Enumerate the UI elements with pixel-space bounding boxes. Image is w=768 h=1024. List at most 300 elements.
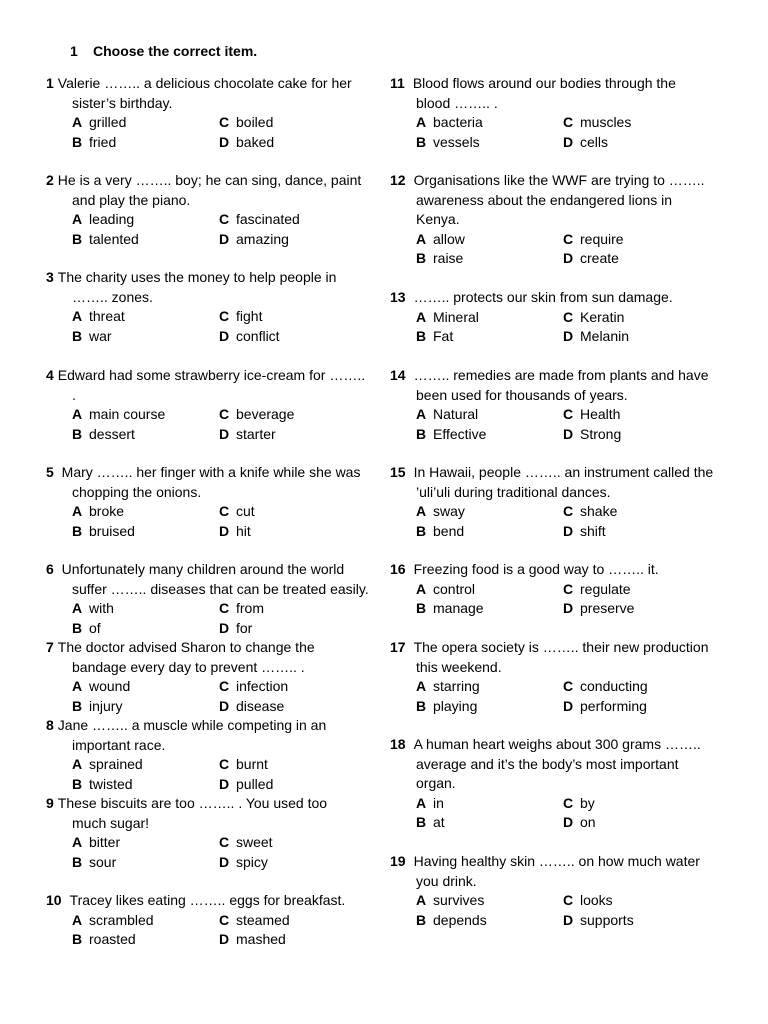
option-text: on	[580, 814, 596, 830]
option-a[interactable]	[416, 677, 480, 697]
option-a[interactable]	[416, 405, 478, 425]
question-text-continued	[390, 210, 730, 230]
option-b[interactable]	[72, 775, 133, 795]
option-text: require	[580, 230, 624, 247]
option-b[interactable]	[416, 697, 477, 717]
option-text: beverage	[236, 406, 295, 422]
option-letter: B	[416, 522, 427, 539]
option-text: in	[433, 794, 444, 811]
answer-options	[46, 677, 386, 717]
question-text-continued	[46, 814, 386, 834]
option-letter: D	[563, 250, 574, 266]
question-text	[46, 463, 386, 483]
option-text: conflict	[236, 327, 280, 344]
option-d[interactable]	[563, 133, 608, 153]
question-9	[46, 794, 386, 873]
option-text: roasted	[89, 931, 136, 947]
option-a[interactable]	[72, 911, 154, 931]
question-line-text: Mary …….. her finger with a knife while she was	[57, 464, 361, 480]
option-text: sprained	[89, 756, 143, 772]
option-text: conducting	[580, 678, 648, 694]
question-line-text: organ.	[416, 775, 456, 791]
question-text	[390, 288, 730, 308]
question-line-text: chopping the onions.	[72, 483, 202, 500]
question-number: 8	[46, 717, 54, 733]
option-letter: D	[563, 697, 574, 714]
question-text	[390, 74, 730, 94]
option-b[interactable]	[72, 327, 112, 347]
option-text: create	[580, 250, 619, 266]
option-letter: A	[72, 503, 83, 519]
option-letter: A	[72, 834, 83, 850]
option-letter: C	[563, 794, 574, 811]
option-d[interactable]	[219, 853, 268, 873]
option-letter: D	[219, 230, 230, 247]
option-text: vessels	[433, 133, 480, 150]
option-d[interactable]	[219, 619, 252, 639]
question-15	[390, 463, 730, 542]
option-letter: B	[416, 600, 427, 616]
option-text: bruised	[89, 522, 135, 539]
option-text: Mineral	[433, 308, 479, 325]
option-c[interactable]	[219, 307, 262, 327]
option-letter: D	[219, 853, 230, 870]
option-c[interactable]	[563, 405, 620, 425]
option-text: preserve	[580, 600, 635, 616]
question-text-continued	[46, 94, 386, 114]
question-6	[46, 560, 386, 639]
question-number: 6	[46, 561, 54, 577]
option-letter: C	[219, 406, 230, 422]
question-text	[46, 891, 386, 911]
option-letter: A	[416, 230, 427, 247]
option-letter: C	[563, 678, 574, 694]
answer-options	[390, 794, 730, 834]
option-a[interactable]	[416, 230, 465, 250]
option-text: bitter	[89, 834, 121, 850]
question-number: 1	[46, 75, 54, 91]
question-line-text: The doctor advised Sharon to change the	[57, 639, 315, 655]
answer-options	[390, 405, 730, 445]
option-text: spicy	[236, 853, 268, 870]
question-line-text: Blood flows around our bodies through the	[412, 75, 676, 91]
option-letter: A	[72, 114, 83, 130]
option-a[interactable]	[72, 405, 165, 425]
option-letter: D	[563, 814, 574, 830]
option-text: injury	[89, 697, 123, 714]
option-b[interactable]	[416, 249, 463, 269]
option-c[interactable]	[219, 210, 300, 230]
question-line-text: blood …….. .	[416, 94, 498, 111]
question-number: 2	[46, 172, 54, 188]
option-letter: D	[563, 425, 574, 442]
option-c[interactable]	[219, 113, 273, 133]
option-letter: C	[563, 580, 574, 597]
option-b[interactable]	[72, 230, 139, 250]
option-b[interactable]	[416, 911, 487, 931]
answer-options	[46, 755, 386, 795]
question-line-text: this weekend.	[416, 658, 502, 675]
option-text: disease	[236, 697, 285, 714]
question-line-text: A human heart weighs about 300 grams ……..	[413, 736, 701, 752]
question-text-continued	[390, 872, 730, 892]
option-text: sour	[89, 853, 117, 870]
question-line-text: suffer …….. diseases that can be treated easily.	[72, 580, 369, 597]
option-text: grilled	[89, 114, 127, 130]
option-letter: D	[219, 619, 230, 636]
option-text: depends	[433, 911, 487, 928]
option-text: shift	[580, 522, 606, 539]
option-c[interactable]	[219, 755, 268, 775]
option-letter: D	[563, 522, 574, 539]
option-b[interactable]	[72, 697, 122, 717]
option-text: wound	[89, 678, 131, 694]
option-letter: A	[416, 406, 427, 422]
option-a[interactable]	[416, 891, 484, 911]
question-line-text: …….. remedies are made from plants and have	[413, 367, 709, 383]
exercise-heading	[70, 42, 257, 62]
question-text-continued	[46, 483, 386, 503]
option-text: baked	[236, 133, 275, 150]
option-text: main course	[89, 406, 166, 422]
option-text: talented	[89, 230, 139, 247]
option-a[interactable]	[416, 308, 479, 328]
option-c[interactable]	[563, 677, 648, 697]
option-a[interactable]	[72, 677, 130, 697]
option-letter: D	[219, 327, 230, 344]
option-text: allow	[433, 230, 465, 247]
option-letter: B	[72, 853, 83, 870]
option-c[interactable]	[219, 911, 290, 931]
option-text: manage	[433, 600, 484, 616]
option-letter: C	[219, 911, 230, 928]
question-7	[46, 638, 386, 717]
option-c[interactable]	[219, 599, 264, 619]
option-letter: B	[72, 697, 83, 714]
answer-options	[46, 405, 386, 445]
option-d[interactable]	[563, 249, 619, 269]
option-d[interactable]	[563, 697, 647, 717]
option-letter: B	[72, 931, 83, 947]
option-text: looks	[580, 892, 613, 908]
option-a[interactable]	[416, 113, 483, 133]
option-c[interactable]	[219, 502, 255, 522]
question-line-text: average and it’s the body’s most important	[416, 755, 679, 772]
question-text-continued	[46, 288, 386, 308]
option-d[interactable]	[563, 425, 621, 445]
option-a[interactable]	[72, 833, 120, 853]
answer-options	[46, 599, 386, 639]
question-number: 10	[46, 892, 62, 908]
option-d[interactable]	[563, 327, 629, 347]
question-16	[390, 560, 730, 620]
option-letter: C	[219, 308, 230, 324]
question-number: 13	[390, 289, 406, 305]
option-b[interactable]	[72, 930, 136, 950]
option-text: pulled	[236, 775, 274, 792]
question-line-text: These biscuits are too …….. . You used too	[57, 795, 328, 811]
answer-options	[46, 113, 386, 153]
option-d[interactable]	[219, 133, 274, 153]
answer-options	[390, 580, 730, 620]
option-letter: B	[416, 328, 427, 344]
option-text: broke	[89, 503, 125, 519]
option-text: mashed	[236, 931, 286, 947]
option-letter: A	[72, 406, 83, 422]
option-letter: B	[72, 133, 83, 150]
answer-options	[46, 502, 386, 542]
option-text: starter	[236, 425, 276, 442]
option-letter: B	[416, 425, 427, 442]
option-a[interactable]	[72, 755, 143, 775]
question-text-continued	[46, 191, 386, 211]
option-letter: D	[563, 133, 574, 150]
option-text: scrambled	[89, 911, 154, 928]
option-letter: C	[219, 211, 230, 227]
option-b[interactable]	[72, 853, 116, 873]
question-text	[46, 794, 386, 814]
option-text: fascinated	[236, 211, 300, 227]
question-line-text: and play the piano.	[72, 191, 191, 208]
option-letter: D	[563, 328, 574, 344]
question-number: 4	[46, 367, 54, 383]
option-a[interactable]	[416, 580, 475, 600]
question-number: 5	[46, 464, 54, 480]
option-text: dessert	[89, 425, 135, 442]
question-number: 9	[46, 795, 54, 811]
option-c[interactable]	[563, 794, 595, 814]
option-letter: A	[416, 114, 427, 130]
option-text: bacteria	[433, 114, 483, 130]
exercise-number: 1	[70, 43, 78, 59]
option-letter: A	[72, 678, 83, 694]
option-text: starring	[433, 678, 480, 694]
option-letter: A	[416, 678, 427, 694]
option-d[interactable]	[219, 425, 276, 445]
question-line-text: been used for thousands of years.	[416, 386, 628, 403]
option-text: Strong	[580, 425, 622, 442]
question-line-text: Tracey likes eating …….. eggs for breakfast.	[69, 892, 346, 908]
question-line-text: much sugar!	[72, 814, 150, 831]
option-text: cut	[236, 503, 255, 519]
question-text	[46, 366, 386, 386]
option-letter: C	[219, 678, 230, 694]
question-text	[46, 560, 386, 580]
option-text: fried	[89, 133, 117, 150]
option-letter: A	[72, 756, 83, 772]
option-b[interactable]	[416, 599, 484, 619]
option-b[interactable]	[72, 425, 135, 445]
option-letter: A	[416, 580, 427, 597]
option-c[interactable]	[563, 580, 631, 600]
option-text: Keratin	[580, 308, 625, 325]
option-text: amazing	[236, 230, 289, 247]
option-a[interactable]	[72, 502, 124, 522]
option-b[interactable]	[72, 133, 116, 153]
option-letter: B	[72, 327, 83, 344]
question-text	[390, 638, 730, 658]
option-d[interactable]	[563, 599, 634, 619]
option-c[interactable]	[563, 230, 624, 250]
option-text: survives	[433, 892, 485, 908]
option-a[interactable]	[72, 210, 134, 230]
option-letter: D	[219, 931, 230, 947]
option-text: shake	[580, 503, 618, 519]
question-text	[46, 268, 386, 288]
question-number: 7	[46, 639, 54, 655]
question-number: 19	[390, 853, 406, 869]
option-letter: A	[416, 892, 427, 908]
question-19	[390, 852, 730, 931]
question-line-text: …….. zones.	[72, 288, 153, 305]
question-14	[390, 366, 730, 445]
option-letter: D	[219, 522, 230, 539]
question-2	[46, 171, 386, 250]
option-b[interactable]	[416, 425, 486, 445]
question-line-text: The charity uses the money to help people in	[57, 269, 337, 285]
question-17	[390, 638, 730, 717]
option-letter: B	[416, 911, 427, 928]
question-number: 12	[390, 172, 406, 188]
exercise-instruction: Choose the correct item.	[93, 43, 258, 59]
option-text: of	[89, 619, 101, 636]
option-d[interactable]	[563, 522, 606, 542]
question-text-continued	[390, 94, 730, 114]
option-text: Melanin	[580, 328, 630, 344]
option-d[interactable]	[219, 522, 251, 542]
question-number: 16	[390, 561, 406, 577]
option-letter: B	[72, 522, 83, 539]
option-text: playing	[433, 697, 478, 714]
question-text-continued	[390, 386, 730, 406]
question-text	[390, 366, 730, 386]
question-line-text: In Hawaii, people …….. an instrument called the	[413, 464, 714, 480]
question-line-text: The opera society is …….. their new production	[413, 639, 709, 655]
option-text: control	[433, 580, 476, 597]
option-text: Health	[580, 406, 621, 422]
option-a[interactable]	[416, 794, 444, 814]
option-b[interactable]	[72, 619, 101, 639]
option-c[interactable]	[219, 405, 294, 425]
question-text-continued	[46, 580, 386, 600]
option-letter: A	[416, 308, 427, 325]
question-line-text: Freezing food is a good way to …….. it.	[413, 561, 659, 577]
option-letter: B	[416, 814, 427, 830]
option-c[interactable]	[219, 677, 288, 697]
option-a[interactable]	[416, 502, 465, 522]
question-text	[46, 171, 386, 191]
option-letter: B	[416, 697, 427, 714]
question-line-text: .	[72, 386, 76, 403]
question-text	[390, 463, 730, 483]
option-letter: A	[416, 503, 427, 519]
option-text: supports	[580, 911, 634, 928]
option-a[interactable]	[72, 599, 114, 619]
option-letter: D	[219, 697, 230, 714]
option-d[interactable]	[563, 911, 634, 931]
question-text	[390, 852, 730, 872]
question-13	[390, 288, 730, 348]
question-number: 15	[390, 464, 406, 480]
option-letter: C	[219, 503, 230, 519]
answer-options	[390, 502, 730, 542]
option-text: by	[580, 794, 595, 811]
question-number: 3	[46, 269, 54, 285]
answer-options	[46, 307, 386, 347]
option-text: steamed	[236, 911, 290, 928]
question-text	[390, 735, 730, 755]
option-letter: C	[219, 600, 230, 616]
question-line-text: Edward had some strawberry ice-cream for ……..	[57, 367, 366, 383]
option-letter: C	[563, 503, 574, 519]
option-text: war	[89, 327, 112, 344]
question-text	[390, 560, 730, 580]
answer-options	[390, 230, 730, 270]
option-d[interactable]	[219, 930, 286, 950]
option-d[interactable]	[219, 327, 280, 347]
option-text: hit	[236, 522, 251, 539]
option-b[interactable]	[416, 522, 464, 542]
option-b[interactable]	[72, 522, 135, 542]
option-letter: C	[563, 892, 574, 908]
question-text	[390, 171, 730, 191]
option-letter: D	[563, 911, 574, 928]
option-d[interactable]	[563, 813, 596, 833]
option-text: sweet	[236, 834, 273, 850]
option-b[interactable]	[416, 327, 453, 347]
option-d[interactable]	[219, 697, 284, 717]
option-c[interactable]	[563, 113, 631, 133]
option-text: leading	[89, 211, 135, 227]
question-text-continued	[46, 736, 386, 756]
question-3	[46, 268, 386, 347]
question-line-text: Kenya.	[416, 211, 460, 227]
option-d[interactable]	[219, 775, 273, 795]
question-line-text: Unfortunately many children around the world	[57, 561, 345, 577]
answer-options	[390, 113, 730, 153]
question-line-text: ’uli’uli during traditional dances.	[416, 483, 611, 500]
option-c[interactable]	[563, 891, 613, 911]
question-18	[390, 735, 730, 834]
option-letter: B	[72, 619, 83, 636]
option-c[interactable]	[563, 502, 617, 522]
answer-options	[390, 891, 730, 931]
option-a[interactable]	[72, 113, 126, 133]
option-letter: D	[563, 600, 574, 616]
option-letter: D	[219, 425, 230, 442]
question-text-continued	[46, 658, 386, 678]
option-text: raise	[433, 250, 464, 266]
option-letter: C	[219, 114, 230, 130]
option-c[interactable]	[563, 308, 624, 328]
question-line-text: Jane …….. a muscle while competing in an	[57, 717, 327, 733]
option-c[interactable]	[219, 833, 273, 853]
option-b[interactable]	[416, 813, 445, 833]
option-text: Natural	[433, 406, 479, 422]
option-letter: C	[219, 834, 230, 850]
question-line-text: bandage every day to prevent …….. .	[72, 658, 305, 675]
question-text	[46, 74, 386, 94]
question-text-continued	[390, 755, 730, 775]
option-d[interactable]	[219, 230, 289, 250]
question-8	[46, 716, 386, 795]
question-12	[390, 171, 730, 270]
option-b[interactable]	[416, 133, 480, 153]
option-letter: D	[219, 133, 230, 150]
option-a[interactable]	[72, 307, 125, 327]
option-text: from	[236, 600, 264, 616]
question-line-text: important race.	[72, 736, 166, 753]
